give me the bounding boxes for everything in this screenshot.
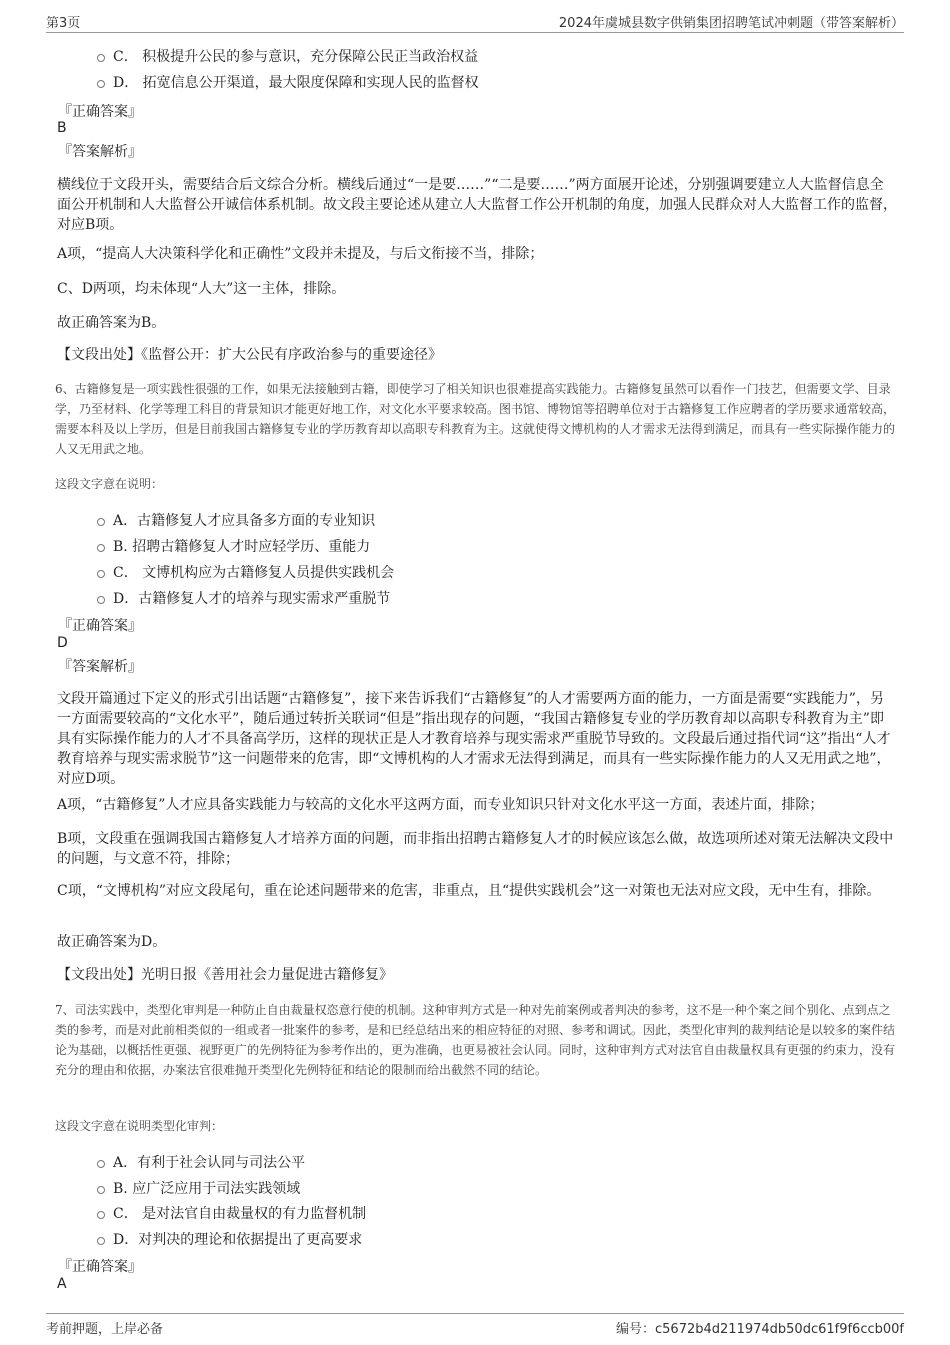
option-d[interactable]: D． 拓宽信息公开渠道，最大限度保障和实现人民的监督权 bbox=[97, 72, 479, 92]
radio-icon[interactable] bbox=[97, 570, 105, 578]
option-a[interactable]: A．有利于社会认同与司法公平 bbox=[97, 1152, 305, 1172]
answer-label: 『正确答案』 bbox=[58, 104, 142, 120]
analysis-paragraph: 横线位于文段开头，需要结合后文综合分析。横线后通过“一是要……”“二是要……”两方面展开论述，分别强调要建立人大监督信息全面公开机制和人大监督公开诚信体系机制。故文段主要论述从建立人大监督工作公开机制的角度，加强人民群众对人大监督工作的监督，对应B项。 bbox=[57, 177, 897, 233]
question-prompt: 这段文字意在说明类型化审判： bbox=[55, 1119, 224, 1133]
source-citation: 【文段出处】光明日报《善用社会力量促进古籍修复》 bbox=[57, 967, 393, 983]
analysis-paragraph: C、D两项，均未体现“人大”这一主体，排除。 bbox=[57, 281, 346, 297]
analysis-paragraph: B项，文段重在强调我国古籍修复人才培养方面的问题，而非指出招聘古籍修复人才的时候应该怎么做，故选项所述对策无法解决文段中的问题，与文意不符，排除； bbox=[57, 831, 894, 867]
analysis-label: 『答案解析』 bbox=[58, 144, 142, 160]
answer-value: D bbox=[57, 635, 68, 651]
footer-note: 考前押题，上岸必备 bbox=[46, 1322, 164, 1337]
analysis-paragraph: 文段开篇通过下定义的形式引出话题“古籍修复”，接下来告诉我们“古籍修复”的人才需要两方面的能力，一方面是需要“实践能力”，另一方面需要较高的“文化水平”，随后通过转折关联词“但是”指出现存的问题，“我国古籍修复专业的学历教育却以高职专科教育为主”即具有实际操作能力的人才不具备高学历，这样的现状正是人才教育培养与现实需求严重脱节导致的。文段最后通过指代词“这”指出“人才教育培养与现实需求脱节”这一问题带来的危害，即“文博机构的人才需求无法得到满足，而具有一些实际操作能力的人又无用武之地”，对应D项。 bbox=[57, 691, 891, 787]
question-stem: 7、司法实践中，类型化审判是一种防止自由裁量权恣意行使的机制。这种审判方式是一种对先前案例或者判决的参考，这不是一种个案之间个别化、点到点之类的参考，而是对此前相类似的一组或者一批案件的参考，是和已经总结出来的相应特征的对照、参考和调试。因此，类型化审判的裁判结论是以较多的案件结论为基础，以概括性更强、视野更广的先例特征为参考作出的，更为准确，也更易被社会认同。同时，这种审判方式对法官自由裁量权具有更强的约束力，没有充分的理由和依据，办案法官很难抛开类型化先例特征和结论的限制而给出截然不同的结论。 bbox=[55, 1003, 896, 1077]
analysis-paragraph: 故正确答案为D。 bbox=[57, 934, 167, 950]
answer-value: B bbox=[57, 120, 67, 136]
radio-icon[interactable] bbox=[97, 1237, 105, 1245]
option-c[interactable]: C． 积极提升公民的参与意识，充分保障公民正当政治权益 bbox=[97, 46, 478, 66]
radio-icon[interactable] bbox=[97, 80, 105, 88]
option-c[interactable]: C． 是对法官自由裁量权的有力监督机制 bbox=[97, 1203, 366, 1223]
analysis-paragraph: 故正确答案为B。 bbox=[57, 315, 166, 331]
answer-label: 『正确答案』 bbox=[58, 1259, 142, 1275]
option-c[interactable]: C． 文博机构应为古籍修复人员提供实践机会 bbox=[97, 562, 394, 582]
analysis-paragraph: C项，“文博机构”对应文段尾句，重在论述问题带来的危害，非重点，且“提供实践机会”这一对策也无法对应文段，无中生有，排除。 bbox=[57, 883, 881, 899]
header-divider bbox=[46, 32, 904, 33]
document-id: 编号：c5672b4d211974db50dc61f9f6ccb00f bbox=[616, 1322, 904, 1337]
answer-label: 『正确答案』 bbox=[58, 618, 142, 634]
answer-value: A bbox=[57, 1276, 67, 1292]
source-citation: 【文段出处】《监督公开：扩大公民有序政治参与的重要途径》 bbox=[57, 347, 442, 363]
option-d[interactable]: D．对判决的理论和依据提出了更高要求 bbox=[97, 1229, 362, 1249]
analysis-label: 『答案解析』 bbox=[58, 659, 142, 675]
page-number: 第3页 bbox=[46, 16, 81, 31]
option-a[interactable]: A．古籍修复人才应具备多方面的专业知识 bbox=[97, 510, 375, 530]
question-prompt: 这段文字意在说明： bbox=[55, 477, 164, 491]
radio-icon[interactable] bbox=[97, 544, 105, 552]
radio-icon[interactable] bbox=[97, 54, 105, 62]
radio-icon[interactable] bbox=[97, 596, 105, 604]
document-title: 2024年虞城县数字供销集团招聘笔试冲刺题（带答案解析） bbox=[558, 16, 904, 31]
radio-icon[interactable] bbox=[97, 518, 105, 526]
radio-icon[interactable] bbox=[97, 1211, 105, 1219]
option-b[interactable]: B. 招聘古籍修复人才时应轻学历、重能力 bbox=[97, 536, 370, 556]
analysis-paragraph: A项，“提高人大决策科学化和正确性”文段并未提及，与后文衔接不当，排除； bbox=[57, 246, 544, 262]
analysis-paragraph: A项，“古籍修复”人才应具备实践能力与较高的文化水平这两方面，而专业知识只针对文化水平这一方面，表述片面，排除； bbox=[57, 797, 824, 813]
footer-divider bbox=[46, 1313, 904, 1314]
question-stem: 6、古籍修复是一项实践性很强的工作，如果无法接触到古籍，即使学习了相关知识也很难提高实践能力。古籍修复虽然可以看作一门技艺，但需要文学、目录学，乃至材料、化学等理工科目的背景知识才能更好地工作，对文化水平要求较高。图书馆、博物馆等招聘单位对于古籍修复工作应聘者的学历要求通常较高，需要本科及以上学历，但是目前我国古籍修复专业的学历教育却以高职专科教育为主。这就使得文博机构的人才需求无法得到满足，而具有一些实际操作能力的人又无用武之地。 bbox=[55, 382, 896, 456]
option-d[interactable]: D．古籍修复人才的培养与现实需求严重脱节 bbox=[97, 588, 390, 608]
radio-icon[interactable] bbox=[97, 1160, 105, 1168]
radio-icon[interactable] bbox=[97, 1186, 105, 1194]
option-b[interactable]: B. 应广泛应用于司法实践领域 bbox=[97, 1178, 300, 1198]
